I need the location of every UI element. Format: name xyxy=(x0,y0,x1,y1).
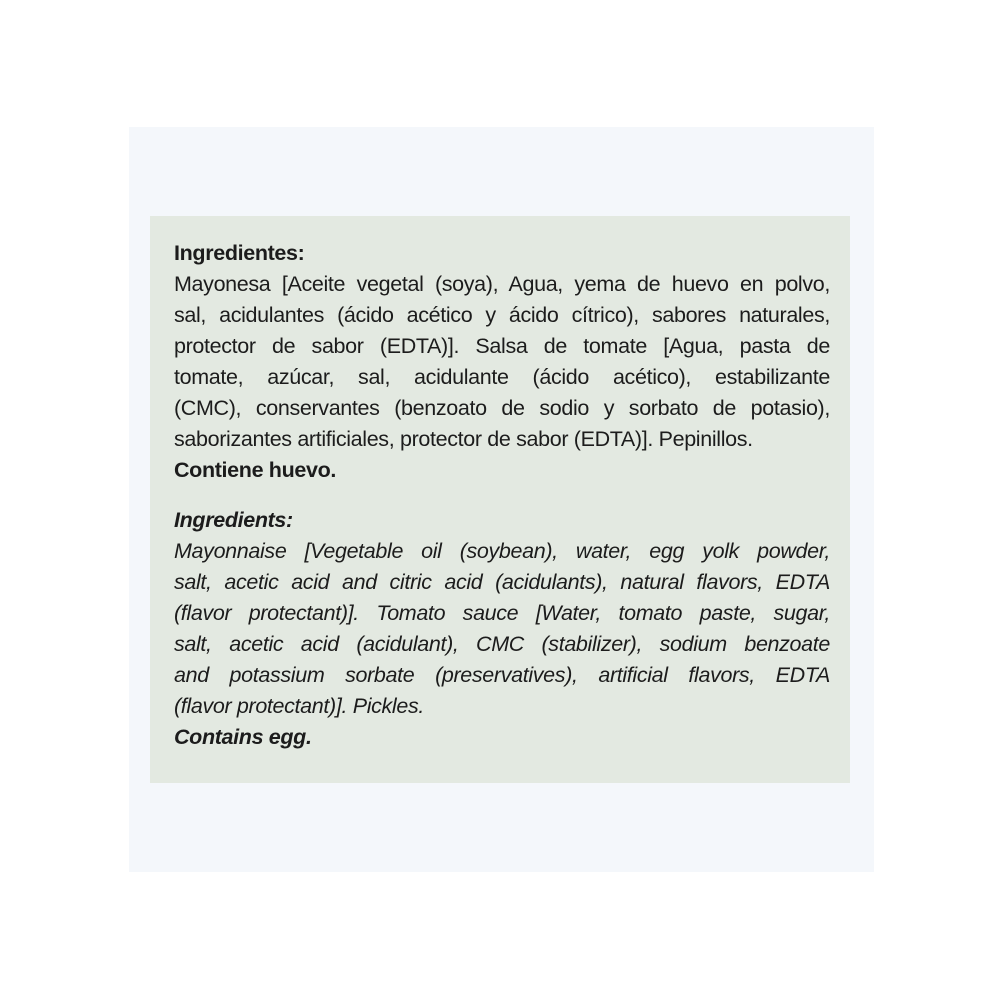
spanish-ingredients-line: tomate, azúcar, sal, acidulante (ácido acético), estabilizante xyxy=(174,365,830,389)
spanish-ingredients-line: saborizantes artificiales, protector de sabor (EDTA)]. Pepinillos. xyxy=(174,427,753,451)
english-ingredients-line: and potassium sorbate (preservatives), artificial flavors, EDTA xyxy=(174,663,830,687)
english-ingredients-line: salt, acetic acid (acidulant), CMC (stabilizer), sodium benzoate xyxy=(174,632,830,656)
english-ingredients-line: salt, acetic acid and citric acid (acidulants), natural flavors, EDTA xyxy=(174,570,830,594)
spanish-ingredients-line: sal, acidulantes (ácido acético y ácido cítrico), sabores naturales, xyxy=(174,303,830,327)
english-ingredients-line: Mayonnaise [Vegetable oil (soybean), water, egg yolk powder, xyxy=(174,539,830,563)
spanish-ingredients-line: (CMC), conservantes (benzoato de sodio y sorbato de potasio), xyxy=(174,396,830,420)
spanish-ingredients-heading: Ingredientes: xyxy=(174,241,305,265)
english-ingredients-line: (flavor protectant)]. Pickles. xyxy=(174,694,424,718)
ingredients-label-panel xyxy=(150,216,850,783)
ingredients-text-block xyxy=(174,238,830,753)
spanish-allergen-statement: Contiene huevo. xyxy=(174,458,336,482)
section-spacer xyxy=(174,486,830,505)
spanish-ingredients-line: Mayonesa [Aceite vegetal (soya), Agua, yema de huevo en polvo, xyxy=(174,272,830,296)
spanish-ingredients-line: protector de sabor (EDTA)]. Salsa de tomate [Agua, pasta de xyxy=(174,334,830,358)
english-ingredients-heading: Ingredients: xyxy=(174,508,293,532)
english-allergen-statement: Contains egg. xyxy=(174,725,312,749)
english-ingredients-line: (flavor protectant)]. Tomato sauce [Water, tomato paste, sugar, xyxy=(174,601,830,625)
